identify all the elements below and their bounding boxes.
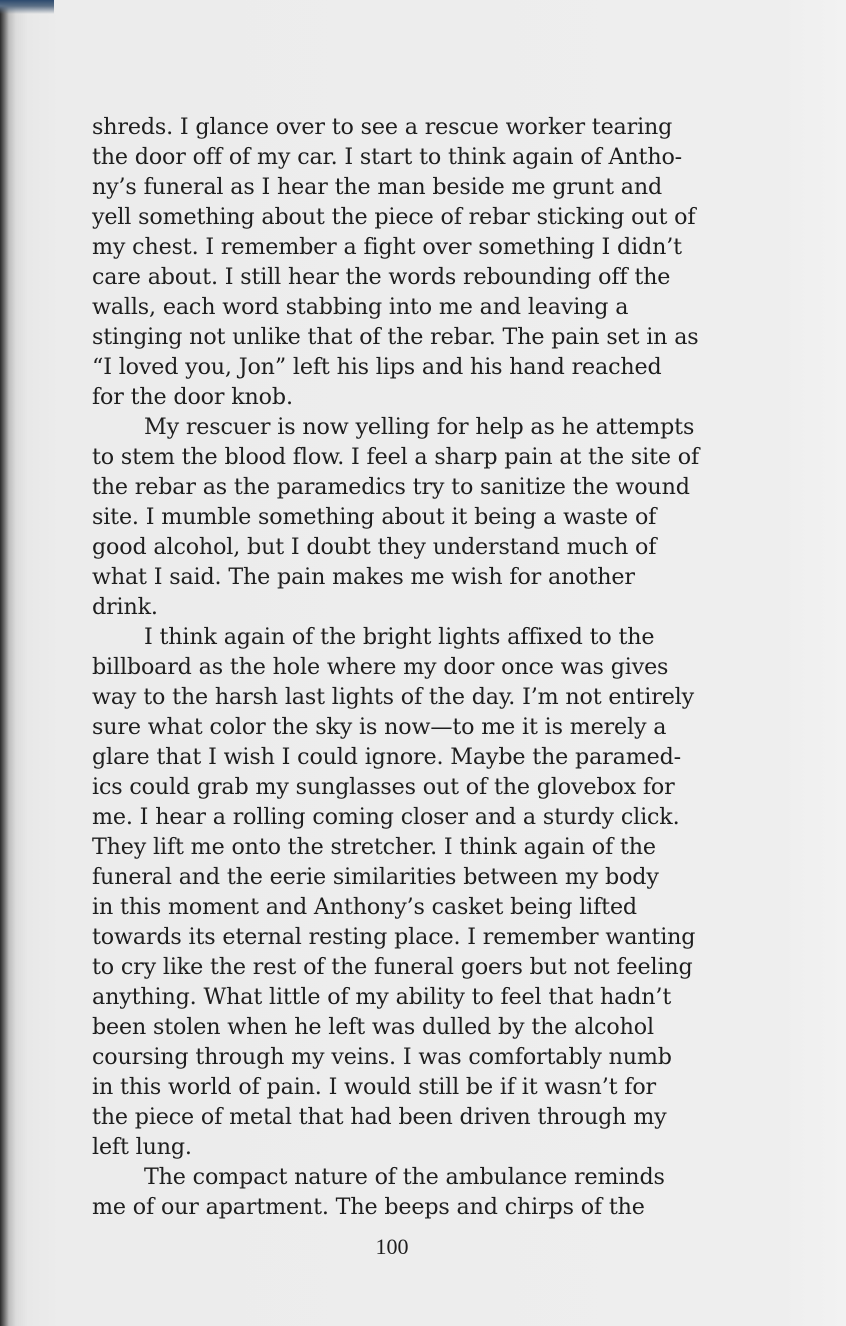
body-text bbox=[92, 112, 712, 1222]
text-line: in this world of pain. I would still be if it wasn’t for bbox=[92, 1074, 656, 1100]
text-line: the piece of metal that had been driven through my bbox=[92, 1104, 667, 1130]
text-line: funeral and the eerie similarities between my body bbox=[92, 864, 659, 890]
text-line: glare that I wish I could ignore. Maybe the paramed- bbox=[92, 744, 681, 770]
paragraph bbox=[92, 1162, 712, 1222]
text-line: what I said. The pain makes me wish for another bbox=[92, 564, 635, 590]
text-line: me of our apartment. The beeps and chirps of the bbox=[92, 1194, 645, 1220]
paragraph bbox=[92, 112, 712, 412]
text-line: for the door knob. bbox=[92, 384, 293, 410]
text-line: The compact nature of the ambulance reminds bbox=[144, 1164, 665, 1190]
text-line: stinging not unlike that of the rebar. The pain set in as bbox=[92, 324, 699, 350]
text-line: billboard as the hole where my door once was gives bbox=[92, 654, 669, 680]
text-line: left lung. bbox=[92, 1134, 192, 1160]
text-line: me. I hear a rolling coming closer and a sturdy click. bbox=[92, 804, 680, 830]
paragraph bbox=[92, 622, 712, 1162]
text-line: way to the harsh last lights of the day. I’m not entirely bbox=[92, 684, 695, 710]
text-line: the door off of my car. I start to think again of Antho- bbox=[92, 144, 683, 170]
text-line: been stolen when he left was dulled by the alcohol bbox=[92, 1014, 654, 1040]
text-line: good alcohol, but I doubt they understand much of bbox=[92, 534, 657, 560]
text-line: My rescuer is now yelling for help as he attempts bbox=[144, 414, 695, 440]
page-number: 100 bbox=[375, 1234, 409, 1259]
text-line: anything. What little of my ability to feel that hadn’t bbox=[92, 984, 672, 1010]
text-line: care about. I still hear the words rebounding off the bbox=[92, 264, 671, 290]
text-line: ics could grab my sunglasses out of the glovebox for bbox=[92, 774, 675, 800]
text-line: They lift me onto the stretcher. I think again of the bbox=[92, 834, 656, 860]
text-line: I think again of the bright lights affixed to the bbox=[144, 624, 655, 650]
text-line: my chest. I remember a fight over something I didn’t bbox=[92, 234, 682, 260]
text-line: sure what color the sky is now—to me it is merely a bbox=[92, 714, 667, 740]
text-line: in this moment and Anthony’s casket being lifted bbox=[92, 894, 637, 920]
text-line: the rebar as the paramedics try to sanitize the wound bbox=[92, 474, 690, 500]
text-line: coursing through my veins. I was comfortably numb bbox=[92, 1044, 672, 1070]
text-line: walls, each word stabbing into me and leaving a bbox=[92, 294, 629, 320]
paragraph bbox=[92, 412, 712, 622]
text-line: to cry like the rest of the funeral goers but not feeling bbox=[92, 954, 693, 980]
text-line: ny’s funeral as I hear the man beside me grunt and bbox=[92, 174, 663, 200]
text-line: to stem the blood flow. I feel a sharp pain at the site of bbox=[92, 444, 700, 470]
text-line: site. I mumble something about it being a waste of bbox=[92, 504, 657, 530]
text-line: shreds. I glance over to see a rescue worker tearing bbox=[92, 114, 673, 140]
text-line: “I loved you, Jon” left his lips and his hand reached bbox=[92, 354, 662, 380]
text-line: towards its eternal resting place. I remember wanting bbox=[92, 924, 696, 950]
text-line: yell something about the piece of rebar sticking out of bbox=[92, 204, 696, 230]
text-line: drink. bbox=[92, 594, 158, 620]
